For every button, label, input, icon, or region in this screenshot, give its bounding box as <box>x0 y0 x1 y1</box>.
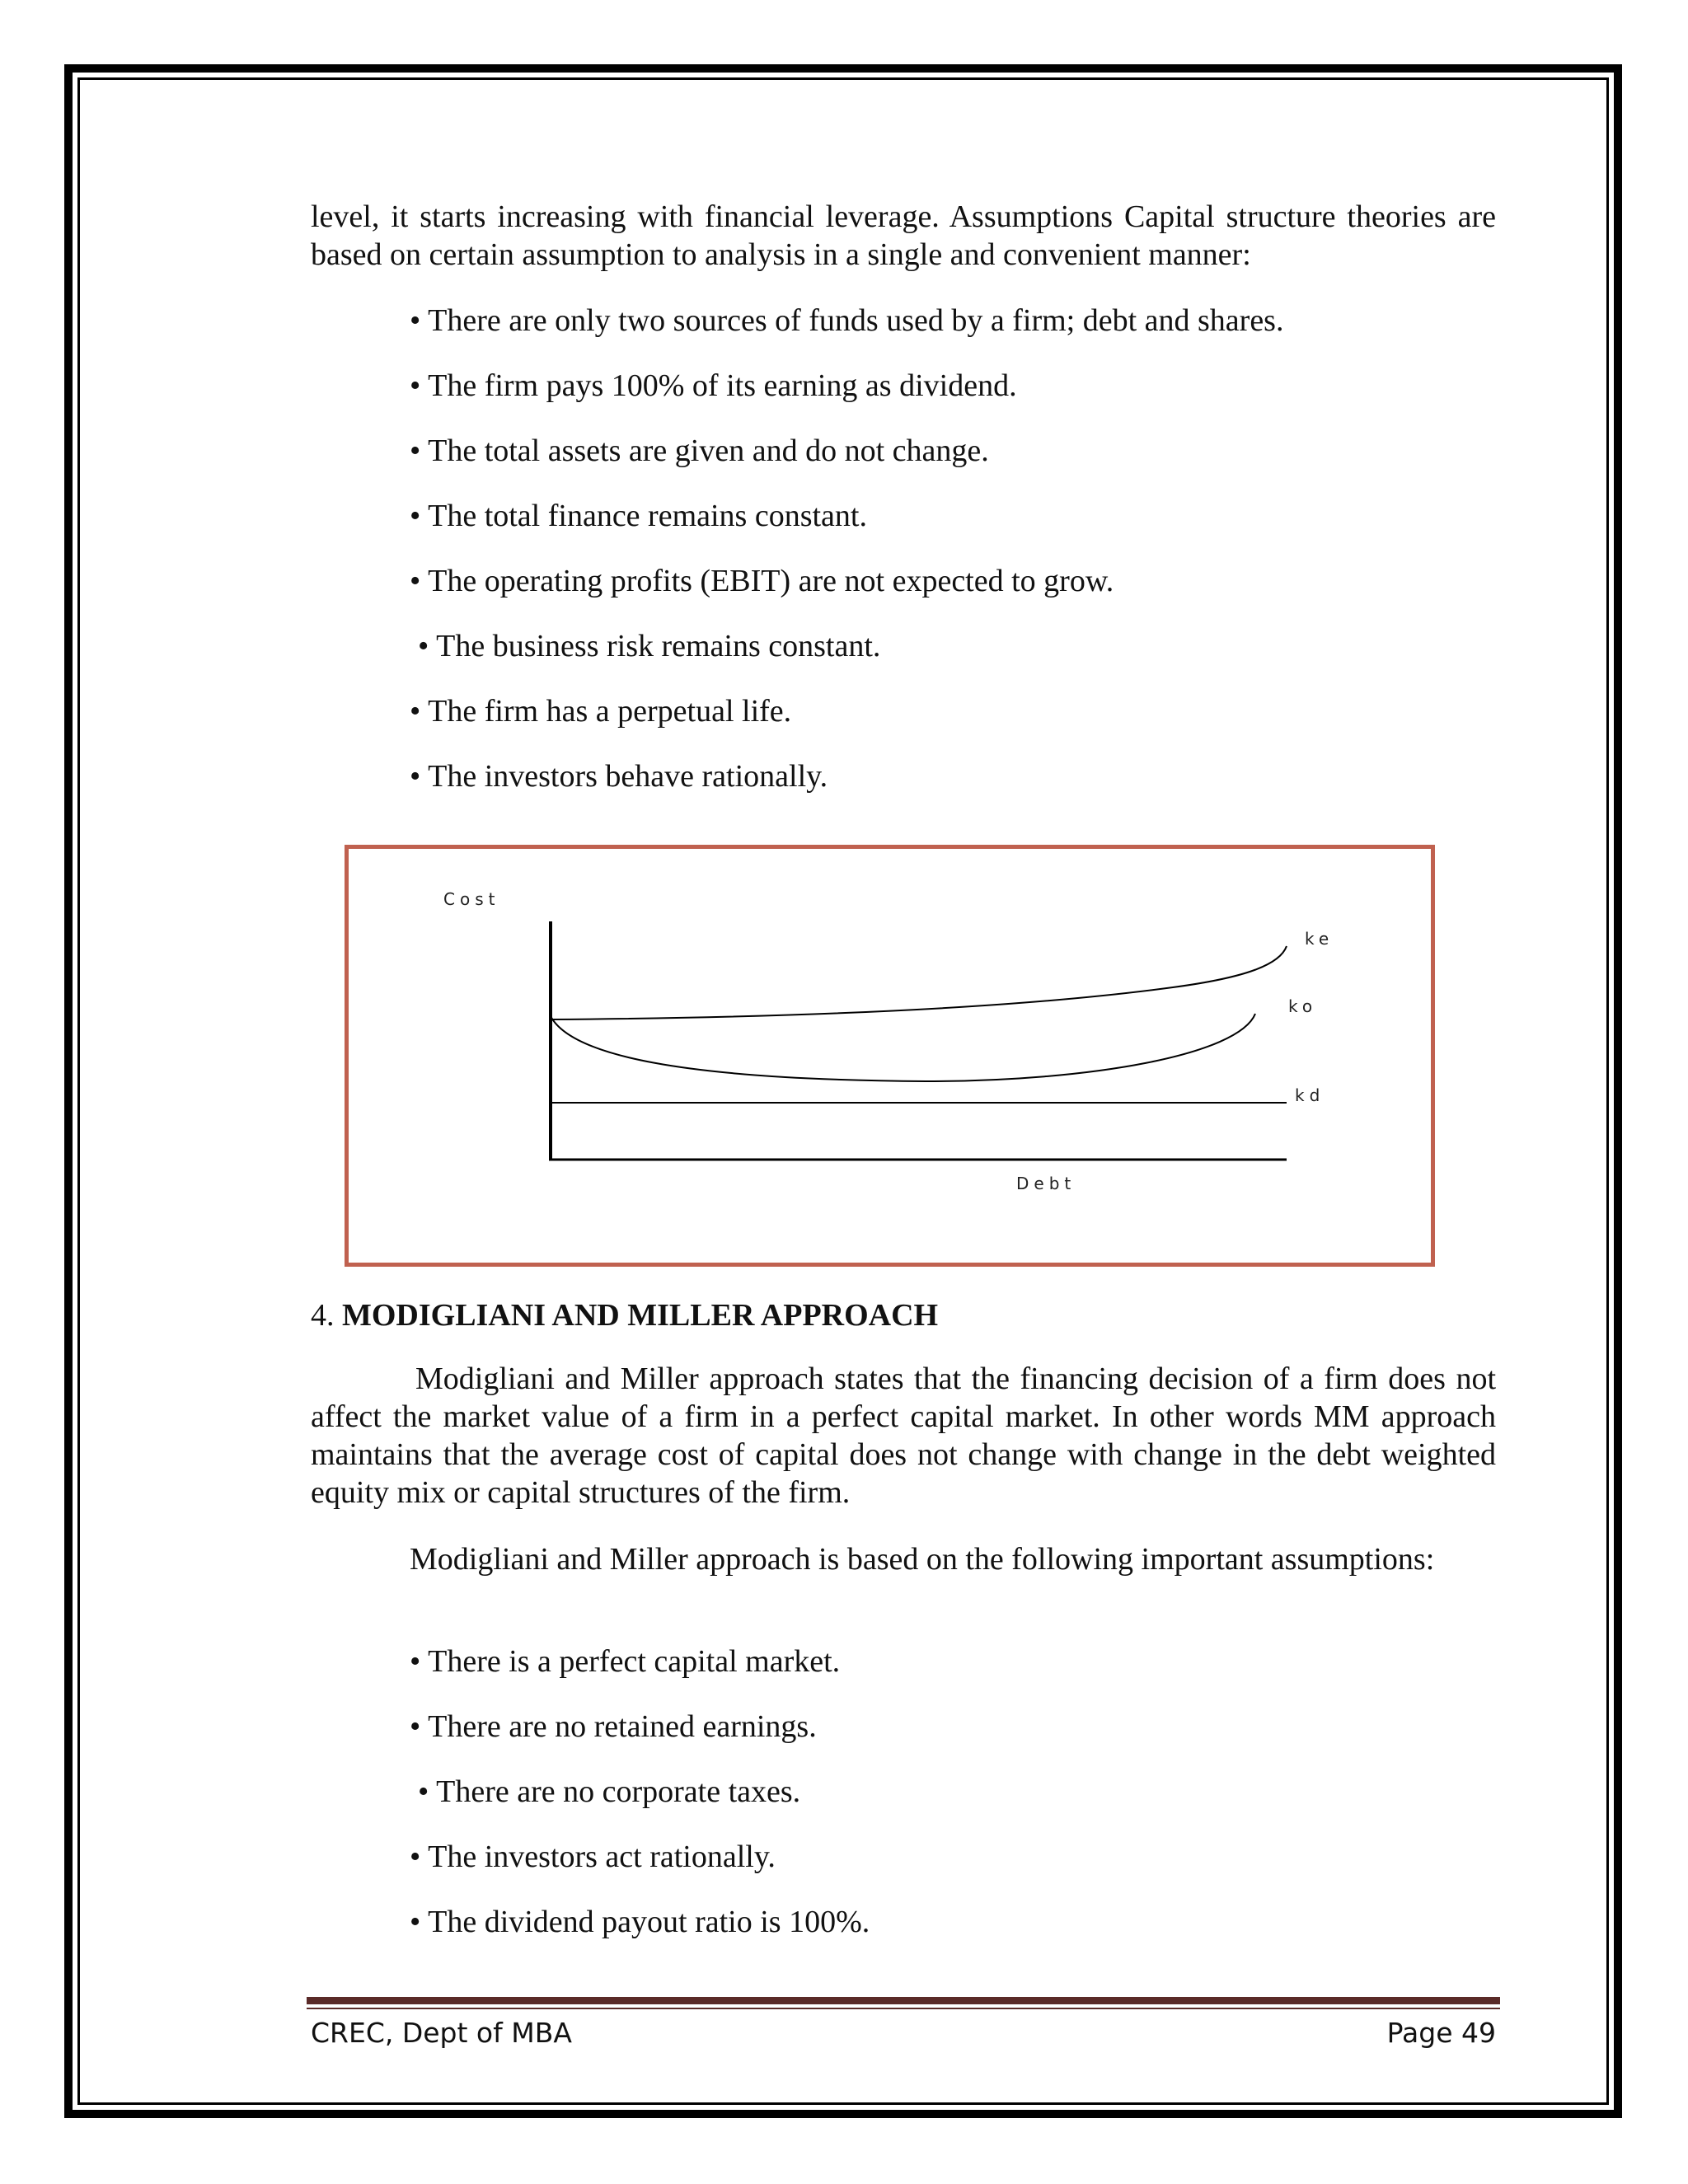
assumption-item: • The firm has a perpetual life. <box>410 694 792 729</box>
assumption-item: • The investors behave rationally. <box>410 759 828 794</box>
x-axis-label: Debt <box>1016 1174 1076 1193</box>
mm-paragraph-1: Modigliani and Miller approach states that the financing decision of a firm does not affect the market value of a firm in a perfect capital market. In other words MM approach maintains that the average cost of capital does not change with change in the debt weighted equity mix or capital structures of the firm. <box>311 1361 1496 1510</box>
series-label-ke: ke <box>1305 929 1334 949</box>
assumption-item: • The total finance remains constant. <box>410 499 867 533</box>
section-number: 4. <box>311 1298 335 1333</box>
footer-rule-thick <box>307 1997 1500 2004</box>
mm-assumption-item: • There are no retained earnings. <box>410 1709 817 1744</box>
assumption-item: • The firm pays 100% of its earning as dividend. <box>410 368 1017 403</box>
mm-assumption-item: • The investors act rationally. <box>410 1840 776 1874</box>
assumption-item: • The business risk remains constant. <box>418 629 881 663</box>
footer-rule-thin <box>307 2008 1500 2009</box>
cost-debt-chart <box>349 849 1431 1263</box>
mm-assumption-item: • There are no corporate taxes. <box>418 1774 801 1809</box>
mm-paragraph-2: Modigliani and Miller approach is based on the following important assumptions: <box>410 1542 1435 1577</box>
intro-paragraph: level, it starts increasing with financial leverage. Assumptions Capital structure theories are based on certain assumption to analysis in a single and convenient manner: <box>311 199 1496 272</box>
ko-curve <box>551 1014 1255 1081</box>
section-heading <box>311 1296 938 1334</box>
assumption-item: • There are only two sources of funds used by a firm; debt and shares. <box>410 303 1284 338</box>
cost-of-capital-figure <box>345 845 1435 1267</box>
footer-department: CREC, Dept of MBA <box>311 2017 572 2049</box>
footer-page-number: Page 49 <box>1386 2017 1496 2049</box>
y-axis-label: Cost <box>443 889 500 909</box>
assumption-item: • The total assets are given and do not change. <box>410 434 989 468</box>
mm-assumption-item: • There is a perfect capital market. <box>410 1644 841 1679</box>
series-label-ko: ko <box>1288 996 1318 1016</box>
series-label-kd: kd <box>1295 1085 1325 1105</box>
mm-assumption-item: • The dividend payout ratio is 100%. <box>410 1905 870 1939</box>
assumption-item: • The operating profits (EBIT) are not expected to grow. <box>410 564 1114 598</box>
section-title: MODIGLIANI AND MILLER APPROACH <box>342 1298 939 1333</box>
ke-curve <box>551 946 1287 1019</box>
